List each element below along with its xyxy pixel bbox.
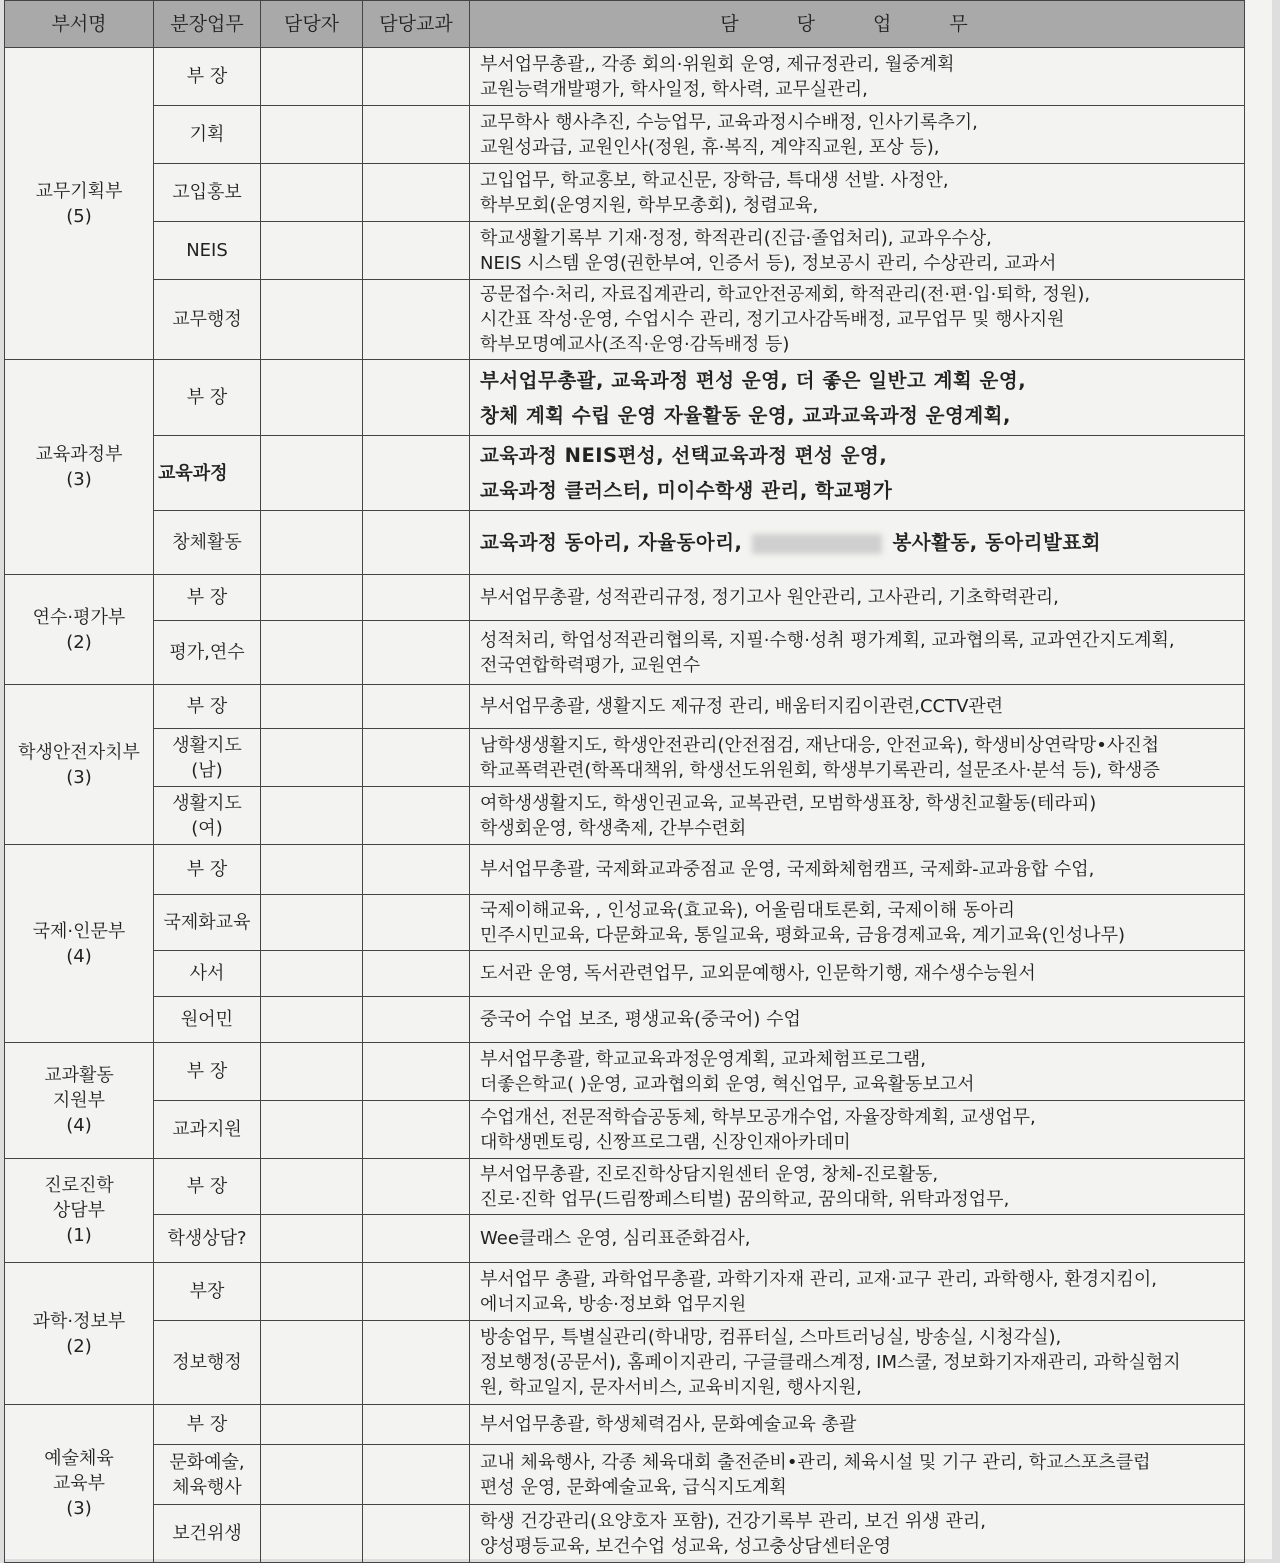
role-cell: 부 장	[154, 360, 261, 436]
role-cell: 부 장	[154, 1405, 261, 1445]
department-name: 진로진학 상담부	[44, 1175, 114, 1221]
role-cell: 평가,연수	[154, 621, 261, 685]
subject-cell	[363, 48, 470, 106]
subject-cell	[363, 787, 470, 845]
table-row	[5, 436, 1245, 511]
role-cell: 고입홍보	[154, 164, 261, 222]
duty-cell: 성적처리, 학업성적관리협의록, 지필·수행·성취 평가계획, 교과협의록, 교과연간지도계획, 전국연합학력평가, 교원연수	[470, 621, 1245, 685]
duty-assignment-table	[4, 0, 1245, 1563]
department-cell	[5, 685, 154, 845]
department-name: 과학·정보부	[32, 1310, 126, 1332]
duty-cell: 남학생생활지도, 학생안전관리(안전점검, 재난대응, 안전교육), 학생비상연락망•사진첩 학교폭력관련(학폭대책위, 학생선도위원회, 학생부기록관리, 설문조사·분석 등), 학생증	[470, 729, 1245, 787]
duty-text: 교육과정 동아리, 자율동아리,	[480, 531, 743, 554]
role-cell: 기획	[154, 106, 261, 164]
table-row	[5, 48, 1245, 106]
subject-cell	[363, 1445, 470, 1505]
table-row	[5, 997, 1245, 1043]
person-cell	[261, 895, 363, 951]
role-cell: 부 장	[154, 685, 261, 729]
table-row	[5, 106, 1245, 164]
person-cell	[261, 1159, 363, 1215]
department-count: (5)	[66, 205, 92, 227]
role-cell: 부 장	[154, 575, 261, 621]
duty-cell: 부서업무총괄, 국제화교과중점교 운영, 국제화체험캠프, 국제화-교과융합 수업,	[470, 845, 1245, 895]
duty-cell	[470, 511, 1245, 575]
table-row	[5, 787, 1245, 845]
subject-cell	[363, 164, 470, 222]
department-cell	[5, 1043, 154, 1159]
department-name: 연수·평가부	[32, 606, 126, 628]
person-cell	[261, 787, 363, 845]
subject-cell	[363, 360, 470, 436]
person-cell	[261, 1505, 363, 1563]
role-cell: 부 장	[154, 845, 261, 895]
duty-cell: 학생 건강관리(요양호자 포함), 건강기록부 관리, 보건 위생 관리, 양성평등교육, 보건수업 성교육, 성고충상담센터운영	[470, 1505, 1245, 1563]
subject-cell	[363, 222, 470, 280]
header-assignment: 분장업무	[154, 1, 261, 48]
person-cell	[261, 48, 363, 106]
person-cell	[261, 1405, 363, 1445]
subject-cell	[363, 845, 470, 895]
table-row	[5, 1321, 1245, 1405]
table-row	[5, 845, 1245, 895]
table-row	[5, 1445, 1245, 1505]
duty-cell: 부서업무 총괄, 과학업무총괄, 과학기자재 관리, 교재·교구 관리, 과학행사, 환경지킴이, 에너지교육, 방송·정보화 업무지원	[470, 1263, 1245, 1321]
role-cell: 생활지도 (남)	[154, 729, 261, 787]
subject-cell	[363, 621, 470, 685]
duty-cell: 부서업무총괄, 성적관리규정, 정기고사 원안관리, 고사관리, 기초학력관리,	[470, 575, 1245, 621]
table-row	[5, 1101, 1245, 1159]
role-cell: 사서	[154, 951, 261, 997]
subject-cell	[363, 951, 470, 997]
header-subject: 담당교과	[363, 1, 470, 48]
role-cell: 교무행정	[154, 280, 261, 360]
table-row	[5, 1405, 1245, 1445]
subject-cell	[363, 575, 470, 621]
duty-cell: 방송업무, 특별실관리(학내망, 컴퓨터실, 스마트러닝실, 방송실, 시청각실), 정보행정(공문서), 홈페이지관리, 구글클래스계정, IM스쿨, 정보화기자재관리, 과학실험지 원, 학교일지, 문자서비스, 교육비지원, 행사지원,	[470, 1321, 1245, 1405]
department-cell	[5, 1405, 154, 1563]
role-cell: 학생상담?	[154, 1215, 261, 1263]
table-row	[5, 164, 1245, 222]
role-cell: 국제화교육	[154, 895, 261, 951]
header-person: 담당자	[261, 1, 363, 48]
subject-cell	[363, 511, 470, 575]
duty-cell: 중국어 수업 보조, 평생교육(중국어) 수업	[470, 997, 1245, 1043]
duty-cell: 고입업무, 학교홍보, 학교신문, 장학금, 특대생 선발. 사정안, 학부모회(운영지원, 학부모총회), 청렴교육,	[470, 164, 1245, 222]
subject-cell	[363, 1505, 470, 1563]
subject-cell	[363, 1405, 470, 1445]
person-cell	[261, 1321, 363, 1405]
person-cell	[261, 575, 363, 621]
department-count: (4)	[66, 945, 92, 967]
department-count: (3)	[66, 1498, 92, 1519]
table-row	[5, 1043, 1245, 1101]
duty-cell: 공문접수·처리, 자료집계관리, 학교안전공제회, 학적관리(전·편·입·퇴학, 정원), 시간표 작성·운영, 수업시수 관리, 정기고사감독배정, 교무업무 및 행사지원 학부모명예교사(조직·운영·감독배정 등)	[470, 280, 1245, 360]
person-cell	[261, 106, 363, 164]
person-cell	[261, 997, 363, 1043]
table-row	[5, 1159, 1245, 1215]
person-cell	[261, 1263, 363, 1321]
role-cell: 교과지원	[154, 1101, 261, 1159]
department-name: 교육과정부	[35, 444, 123, 465]
table-row	[5, 729, 1245, 787]
person-cell	[261, 280, 363, 360]
department-cell	[5, 845, 154, 1043]
subject-cell	[363, 1321, 470, 1405]
department-count: (3)	[66, 766, 92, 788]
subject-cell	[363, 1043, 470, 1101]
duty-cell: 교무학사 행사추진, 수능업무, 교육과정시수배정, 인사기록추기, 교원성과급, 교원인사(정원, 휴·복직, 계약직교원, 포상 등),	[470, 106, 1245, 164]
subject-cell	[363, 280, 470, 360]
table-row	[5, 1505, 1245, 1563]
table-row	[5, 511, 1245, 575]
subject-cell	[363, 1159, 470, 1215]
role-cell: 창체활동	[154, 511, 261, 575]
role-cell: 부 장	[154, 1159, 261, 1215]
department-count: (2)	[66, 631, 92, 653]
duty-cell: 부서업무총괄, 학교교육과정운영계획, 교과체험프로그램, 더좋은학교( )운영, 교과협의회 운영, 혁신업무, 교육활동보고서	[470, 1043, 1245, 1101]
table-row	[5, 621, 1245, 685]
person-cell	[261, 436, 363, 511]
subject-cell	[363, 106, 470, 164]
duty-cell: 여학생생활지도, 학생인권교육, 교복관련, 모범학생표창, 학생친교활동(테라피) 학생회운영, 학생축제, 간부수련회	[470, 787, 1245, 845]
header-duties: 담 당 업 무	[470, 1, 1245, 48]
department-count: (1)	[66, 1225, 92, 1246]
department-count: (3)	[66, 469, 92, 490]
person-cell	[261, 951, 363, 997]
person-cell	[261, 1043, 363, 1101]
header-row	[5, 1, 1245, 48]
duty-cell: 부서업무총괄, 학생체력검사, 문화예술교육 총괄	[470, 1405, 1245, 1445]
role-cell: 정보행정	[154, 1321, 261, 1405]
duty-cell: 도서관 운영, 독서관련업무, 교외문예행사, 인문학기행, 재수생수능원서	[470, 951, 1245, 997]
table-row	[5, 1263, 1245, 1321]
role-cell: 부 장	[154, 48, 261, 106]
person-cell	[261, 1101, 363, 1159]
department-cell	[5, 575, 154, 685]
subject-cell	[363, 436, 470, 511]
role-cell: 부장	[154, 1263, 261, 1321]
header-department: 부서명	[5, 1, 154, 48]
role-cell: 부 장	[154, 1043, 261, 1101]
person-cell	[261, 729, 363, 787]
table-row	[5, 1215, 1245, 1263]
role-cell: 교육과정	[154, 436, 261, 511]
role-cell: 문화예술, 체육행사	[154, 1445, 261, 1505]
duty-cell: 부서업무총괄, 교육과정 편성 운영, 더 좋은 일반고 계획 운영, 창체 계획 수립 운영 자율활동 운영, 교과교육과정 운영계획,	[470, 360, 1245, 436]
role-cell: 생활지도 (여)	[154, 787, 261, 845]
person-cell	[261, 845, 363, 895]
duty-cell: Wee클래스 운영, 심리표준화검사,	[470, 1215, 1245, 1263]
department-name: 교과활동 지원부	[44, 1065, 114, 1111]
table-row	[5, 222, 1245, 280]
subject-cell	[363, 895, 470, 951]
subject-cell	[363, 1263, 470, 1321]
role-cell: 원어민	[154, 997, 261, 1043]
duty-text: 봉사활동, 동아리발표회	[892, 531, 1102, 554]
department-name: 국제·인문부	[32, 920, 126, 942]
person-cell	[261, 360, 363, 436]
duty-cell: 부서업무총괄, 생활지도 제규정 관리, 배움터지킴이관련,CCTV관련	[470, 685, 1245, 729]
table-row	[5, 685, 1245, 729]
department-cell	[5, 48, 154, 360]
person-cell	[261, 1445, 363, 1505]
duty-cell: 부서업무총괄, 진로진학상담지원센터 운영, 창체-진로활동, 진로·진학 업무(드림짱페스티벌) 꿈의학교, 꿈의대학, 위탁과정업무,	[470, 1159, 1245, 1215]
table-row	[5, 951, 1245, 997]
person-cell	[261, 685, 363, 729]
department-name: 학생안전자치부	[18, 741, 140, 763]
person-cell	[261, 164, 363, 222]
role-cell: NEIS	[154, 222, 261, 280]
subject-cell	[363, 729, 470, 787]
department-cell	[5, 1159, 154, 1263]
duty-cell: 교내 체육행사, 각종 체육대회 출전준비•관리, 체육시설 및 기구 관리, 학교스포츠클럽 편성 운영, 문화예술교육, 급식지도계획	[470, 1445, 1245, 1505]
subject-cell	[363, 997, 470, 1043]
person-cell	[261, 222, 363, 280]
table-row	[5, 280, 1245, 360]
department-count: (4)	[66, 1115, 92, 1136]
duty-cell: 학교생활기록부 기재·정정, 학적관리(진급·졸업처리), 교과우수상, NEIS 시스템 운영(권한부여, 인증서 등), 정보공시 관리, 수상관리, 교과서	[470, 222, 1245, 280]
role-cell: 보건위생	[154, 1505, 261, 1563]
duty-cell: 국제이해교육, , 인성교육(효교육), 어울림대토론회, 국제이해 동아리 민주시민교육, 다문화교육, 통일교육, 평화교육, 금융경제교육, 계기교육(인성나무)	[470, 895, 1245, 951]
department-name: 예술체육 교육부	[44, 1448, 114, 1494]
table-row	[5, 575, 1245, 621]
person-cell	[261, 621, 363, 685]
duty-cell: 교육과정 NEIS편성, 선택교육과정 편성 운영, 교육과정 클러스터, 미이수학생 관리, 학교평가	[470, 436, 1245, 511]
department-count: (2)	[66, 1335, 92, 1357]
department-cell	[5, 1263, 154, 1405]
department-name: 교무기획부	[35, 180, 123, 202]
subject-cell	[363, 1215, 470, 1263]
duty-cell: 부서업무총괄,, 각종 회의·위원회 운영, 제규정관리, 월중계획 교원능력개발평가, 학사일정, 학사력, 교무실관리,	[470, 48, 1245, 106]
table-row	[5, 895, 1245, 951]
redacted-text	[752, 534, 882, 554]
subject-cell	[363, 1101, 470, 1159]
duty-cell: 수업개선, 전문적학습공동체, 학부모공개수업, 자율장학계획, 교생업무, 대학생멘토링, 신짱프로그램, 신장인재아카데미	[470, 1101, 1245, 1159]
person-cell	[261, 511, 363, 575]
table-row	[5, 360, 1245, 436]
person-cell	[261, 1215, 363, 1263]
subject-cell	[363, 685, 470, 729]
department-cell	[5, 360, 154, 575]
